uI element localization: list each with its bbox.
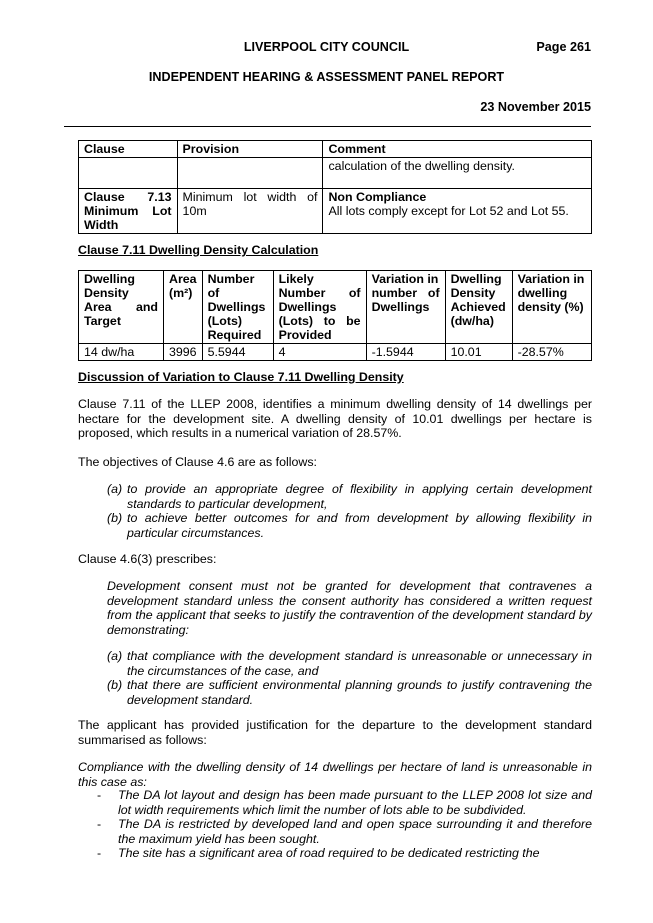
header-line: Number <box>207 272 255 286</box>
quoted-paragraph: Development consent must not be granted for development that contravenes a development standard unless the consent authority has considered a written request from the applicant that seeks to justify the contravention of the development standard by demonstrating: <box>107 579 592 637</box>
list-item <box>107 649 592 678</box>
column-header-dwellings-provided <box>273 271 366 344</box>
header-line: of <box>207 286 220 300</box>
header-line: Dwellings <box>371 300 430 314</box>
density-calculation-table <box>78 270 592 361</box>
table-row <box>79 344 592 361</box>
list-marker: (b) <box>107 678 123 692</box>
header-line: Dwellings <box>278 300 337 314</box>
table-header-row <box>79 271 592 344</box>
table-row <box>79 158 592 189</box>
list-item-text: The site has a significant area of road required to be dedicated restricting the <box>118 846 540 860</box>
comment-text: All lots comply except for Lot 52 and Lot 55. <box>328 204 569 218</box>
calculation-heading: Clause 7.11 Dwelling Density Calculation <box>78 243 319 257</box>
discussion-heading: Discussion of Variation to Clause 7.11 Dwelling Density <box>78 370 404 384</box>
list-item <box>107 678 592 707</box>
table-header-row <box>79 141 592 158</box>
table-cell: 4 <box>273 344 366 361</box>
table-cell-empty <box>177 158 323 189</box>
table-cell: 3996 <box>164 344 203 361</box>
list-marker: - <box>97 817 102 831</box>
report-title: INDEPENDENT HEARING & ASSESSMENT PANEL REPORT <box>148 70 505 84</box>
page-number: Page 261 <box>536 40 591 54</box>
table-cell: 10.01 <box>445 344 512 361</box>
paragraph: The applicant has provided justification for the departure to the development standard summarised as follows: <box>78 718 592 747</box>
list-item <box>107 482 592 511</box>
table-cell: -1.5944 <box>366 344 445 361</box>
column-header-density-target <box>79 271 164 344</box>
list-item-text: to achieve better outcomes for and from development by allowing flexibility in particular circumstances. <box>127 511 592 540</box>
column-header-comment: Comment <box>323 141 592 158</box>
list-item-text: The DA lot layout and design has been made pursuant to the LLEP 2008 lot size and lot width requirements which limit the number of lots able to be subdivided. <box>118 788 592 817</box>
header-line: Required <box>207 328 262 342</box>
table-cell-empty <box>79 158 178 189</box>
objectives-list <box>107 482 592 540</box>
header-line: (Lots) to be <box>278 314 361 328</box>
report-date: 23 November 2015 <box>480 100 591 114</box>
header-line: density (%) <box>517 300 584 314</box>
column-header-variation-density <box>512 271 591 344</box>
provision-line: Minimum lot width of <box>182 190 318 204</box>
clause-line: Width <box>84 218 119 232</box>
header-line: Dwellings <box>207 300 266 314</box>
council-title: LIVERPOOL CITY COUNCIL <box>243 40 410 54</box>
header-line: Target <box>84 314 121 328</box>
header-line: (dw/ha) <box>450 314 494 328</box>
column-header-variation-dwellings <box>366 271 445 344</box>
provision-line: 10m <box>182 204 207 218</box>
table-cell-provision <box>177 189 323 234</box>
header-line: Number of <box>278 286 361 300</box>
header-line: (m²) <box>169 286 193 300</box>
header-line: (Lots) <box>207 314 242 328</box>
table-cell-comment: calculation of the dwelling density. <box>323 158 592 189</box>
list-marker: (b) <box>107 511 123 525</box>
header-line: Density <box>450 286 496 300</box>
reasons-list <box>97 788 592 861</box>
table-cell: 5.5944 <box>202 344 273 361</box>
list-marker: - <box>97 846 102 860</box>
tests-list <box>107 649 592 707</box>
list-item-text: that compliance with the development standard is unreasonable or unnecessary in the circumstances of the case, and <box>127 649 592 678</box>
column-header-clause: Clause <box>79 141 178 158</box>
table-cell: 14 dw/ha <box>79 344 164 361</box>
header-line: Dwelling <box>450 272 502 286</box>
header-line: Provided <box>278 328 332 342</box>
paragraph: Compliance with the dwelling density of 14 dwellings per hectare of land is unreasonable in this case as: <box>78 760 592 789</box>
header-line: Dwelling <box>84 272 135 286</box>
header-line: dwelling <box>517 286 568 300</box>
header-line: Likely <box>278 272 314 286</box>
header-divider <box>64 126 591 127</box>
list-item-text: to provide an appropriate degree of flexibility in applying certain development standards to particular development, <box>127 482 592 511</box>
column-header-density-achieved <box>445 271 512 344</box>
table-cell: -28.57% <box>512 344 591 361</box>
table-cell-clause <box>79 189 178 234</box>
column-header-area <box>164 271 203 344</box>
column-header-dwellings-required <box>202 271 273 344</box>
column-header-provision: Provision <box>177 141 323 158</box>
header-line: Achieved <box>450 300 506 314</box>
header-line: Area <box>169 272 197 286</box>
list-item <box>97 788 592 817</box>
table-cell-comment <box>323 189 592 234</box>
paragraph: Clause 4.6(3) prescribes: <box>78 552 217 566</box>
list-marker: - <box>97 788 102 802</box>
paragraph: The objectives of Clause 4.6 are as follows: <box>78 455 317 469</box>
paragraph: Clause 7.11 of the LLEP 2008, identifies a minimum dwelling density of 14 dwellings per hectare for the development site. A dwelling density of 10.01 dwellings per hectare is proposed, which results in a numerical variation of 28.57%. <box>78 397 592 440</box>
list-marker: (a) <box>107 482 123 496</box>
clause-line: Minimum Lot <box>84 204 172 218</box>
comment-title: Non Compliance <box>328 190 427 204</box>
header-line: number of <box>371 286 440 300</box>
list-item <box>97 817 592 846</box>
table-row <box>79 189 592 234</box>
list-marker: (a) <box>107 649 123 663</box>
header-line: Variation in <box>371 272 439 286</box>
clause-line: Clause 7.13 <box>84 190 172 204</box>
header-line: Variation in <box>517 272 585 286</box>
list-item <box>97 846 592 861</box>
list-item-text: The DA is restricted by developed land and open space surrounding it and therefore the maximum yield has been sought. <box>118 817 592 846</box>
list-item-text: that there are sufficient environmental planning grounds to justify contravening the development standard. <box>127 678 592 707</box>
header-line: Density <box>84 286 129 300</box>
clause-provision-table <box>78 140 592 234</box>
header-line: Area and <box>84 300 158 314</box>
list-item <box>107 511 592 540</box>
